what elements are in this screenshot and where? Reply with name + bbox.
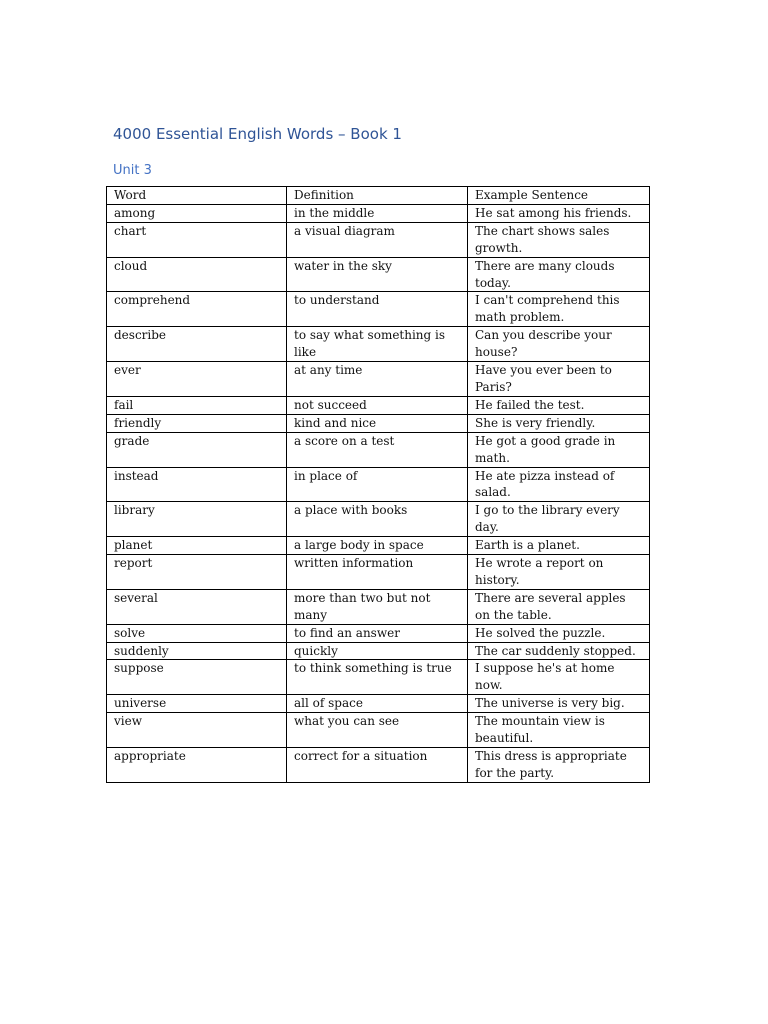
word-cell: suppose bbox=[107, 660, 287, 695]
word-cell: fail bbox=[107, 396, 287, 414]
word-cell: ever bbox=[107, 362, 287, 397]
word-cell: friendly bbox=[107, 414, 287, 432]
word-cell: view bbox=[107, 713, 287, 748]
example-cell: He sat among his friends. bbox=[468, 204, 650, 222]
example-cell: Have you ever been to Paris? bbox=[468, 362, 650, 397]
word-cell: appropriate bbox=[107, 748, 287, 783]
example-cell: I go to the library every day. bbox=[468, 502, 650, 537]
definition-cell: a score on a test bbox=[287, 432, 468, 467]
example-cell: He got a good grade in math. bbox=[468, 432, 650, 467]
table-row bbox=[107, 222, 650, 257]
word-cell: cloud bbox=[107, 257, 287, 292]
table-row bbox=[107, 624, 650, 642]
table-row bbox=[107, 467, 650, 502]
example-cell: Can you describe your house? bbox=[468, 327, 650, 362]
example-cell: This dress is appropriate for the party. bbox=[468, 748, 650, 783]
table-row bbox=[107, 257, 650, 292]
example-cell: There are many clouds today. bbox=[468, 257, 650, 292]
definition-cell: all of space bbox=[287, 695, 468, 713]
example-cell: He wrote a report on history. bbox=[468, 555, 650, 590]
table-row bbox=[107, 396, 650, 414]
table-row bbox=[107, 555, 650, 590]
table-row bbox=[107, 362, 650, 397]
table-row bbox=[107, 292, 650, 327]
word-cell: grade bbox=[107, 432, 287, 467]
definition-cell: not succeed bbox=[287, 396, 468, 414]
word-cell: comprehend bbox=[107, 292, 287, 327]
word-cell: universe bbox=[107, 695, 287, 713]
example-cell: He ate pizza instead of salad. bbox=[468, 467, 650, 502]
word-cell: chart bbox=[107, 222, 287, 257]
definition-cell: in the middle bbox=[287, 204, 468, 222]
word-cell: instead bbox=[107, 467, 287, 502]
word-cell: describe bbox=[107, 327, 287, 362]
table-row bbox=[107, 432, 650, 467]
definition-cell: to find an answer bbox=[287, 624, 468, 642]
vocabulary-table-body bbox=[107, 187, 650, 783]
example-cell: Earth is a planet. bbox=[468, 537, 650, 555]
column-header-definition: Definition bbox=[287, 187, 468, 205]
word-cell: report bbox=[107, 555, 287, 590]
definition-cell: more than two but not many bbox=[287, 589, 468, 624]
definition-cell: at any time bbox=[287, 362, 468, 397]
definition-cell: to say what something is like bbox=[287, 327, 468, 362]
example-cell: The car suddenly stopped. bbox=[468, 642, 650, 660]
example-cell: The universe is very big. bbox=[468, 695, 650, 713]
table-row bbox=[107, 327, 650, 362]
example-cell: She is very friendly. bbox=[468, 414, 650, 432]
word-cell: suddenly bbox=[107, 642, 287, 660]
definition-cell: to think something is true bbox=[287, 660, 468, 695]
unit-heading: Unit 3 bbox=[113, 163, 152, 178]
column-header-example: Example Sentence bbox=[468, 187, 650, 205]
example-cell: I suppose he's at home now. bbox=[468, 660, 650, 695]
definition-cell: kind and nice bbox=[287, 414, 468, 432]
table-row bbox=[107, 589, 650, 624]
example-cell: I can't comprehend this math problem. bbox=[468, 292, 650, 327]
definition-cell: in place of bbox=[287, 467, 468, 502]
definition-cell: correct for a situation bbox=[287, 748, 468, 783]
definition-cell: written information bbox=[287, 555, 468, 590]
table-row bbox=[107, 537, 650, 555]
word-cell: planet bbox=[107, 537, 287, 555]
table-row bbox=[107, 748, 650, 783]
definition-cell: a place with books bbox=[287, 502, 468, 537]
column-header-word: Word bbox=[107, 187, 287, 205]
definition-cell: what you can see bbox=[287, 713, 468, 748]
word-cell: several bbox=[107, 589, 287, 624]
table-row bbox=[107, 695, 650, 713]
table-header-row bbox=[107, 187, 650, 205]
table-row bbox=[107, 713, 650, 748]
table-row bbox=[107, 414, 650, 432]
word-cell: library bbox=[107, 502, 287, 537]
definition-cell: a visual diagram bbox=[287, 222, 468, 257]
vocabulary-table bbox=[106, 186, 650, 783]
definition-cell: a large body in space bbox=[287, 537, 468, 555]
table-row bbox=[107, 204, 650, 222]
example-cell: There are several apples on the table. bbox=[468, 589, 650, 624]
definition-cell: to understand bbox=[287, 292, 468, 327]
example-cell: He failed the test. bbox=[468, 396, 650, 414]
example-cell: The chart shows sales growth. bbox=[468, 222, 650, 257]
example-cell: The mountain view is beautiful. bbox=[468, 713, 650, 748]
word-cell: among bbox=[107, 204, 287, 222]
word-cell: solve bbox=[107, 624, 287, 642]
definition-cell: quickly bbox=[287, 642, 468, 660]
definition-cell: water in the sky bbox=[287, 257, 468, 292]
table-row bbox=[107, 660, 650, 695]
table-row bbox=[107, 642, 650, 660]
table-row bbox=[107, 502, 650, 537]
document-title: 4000 Essential English Words – Book 1 bbox=[113, 125, 402, 143]
example-cell: He solved the puzzle. bbox=[468, 624, 650, 642]
